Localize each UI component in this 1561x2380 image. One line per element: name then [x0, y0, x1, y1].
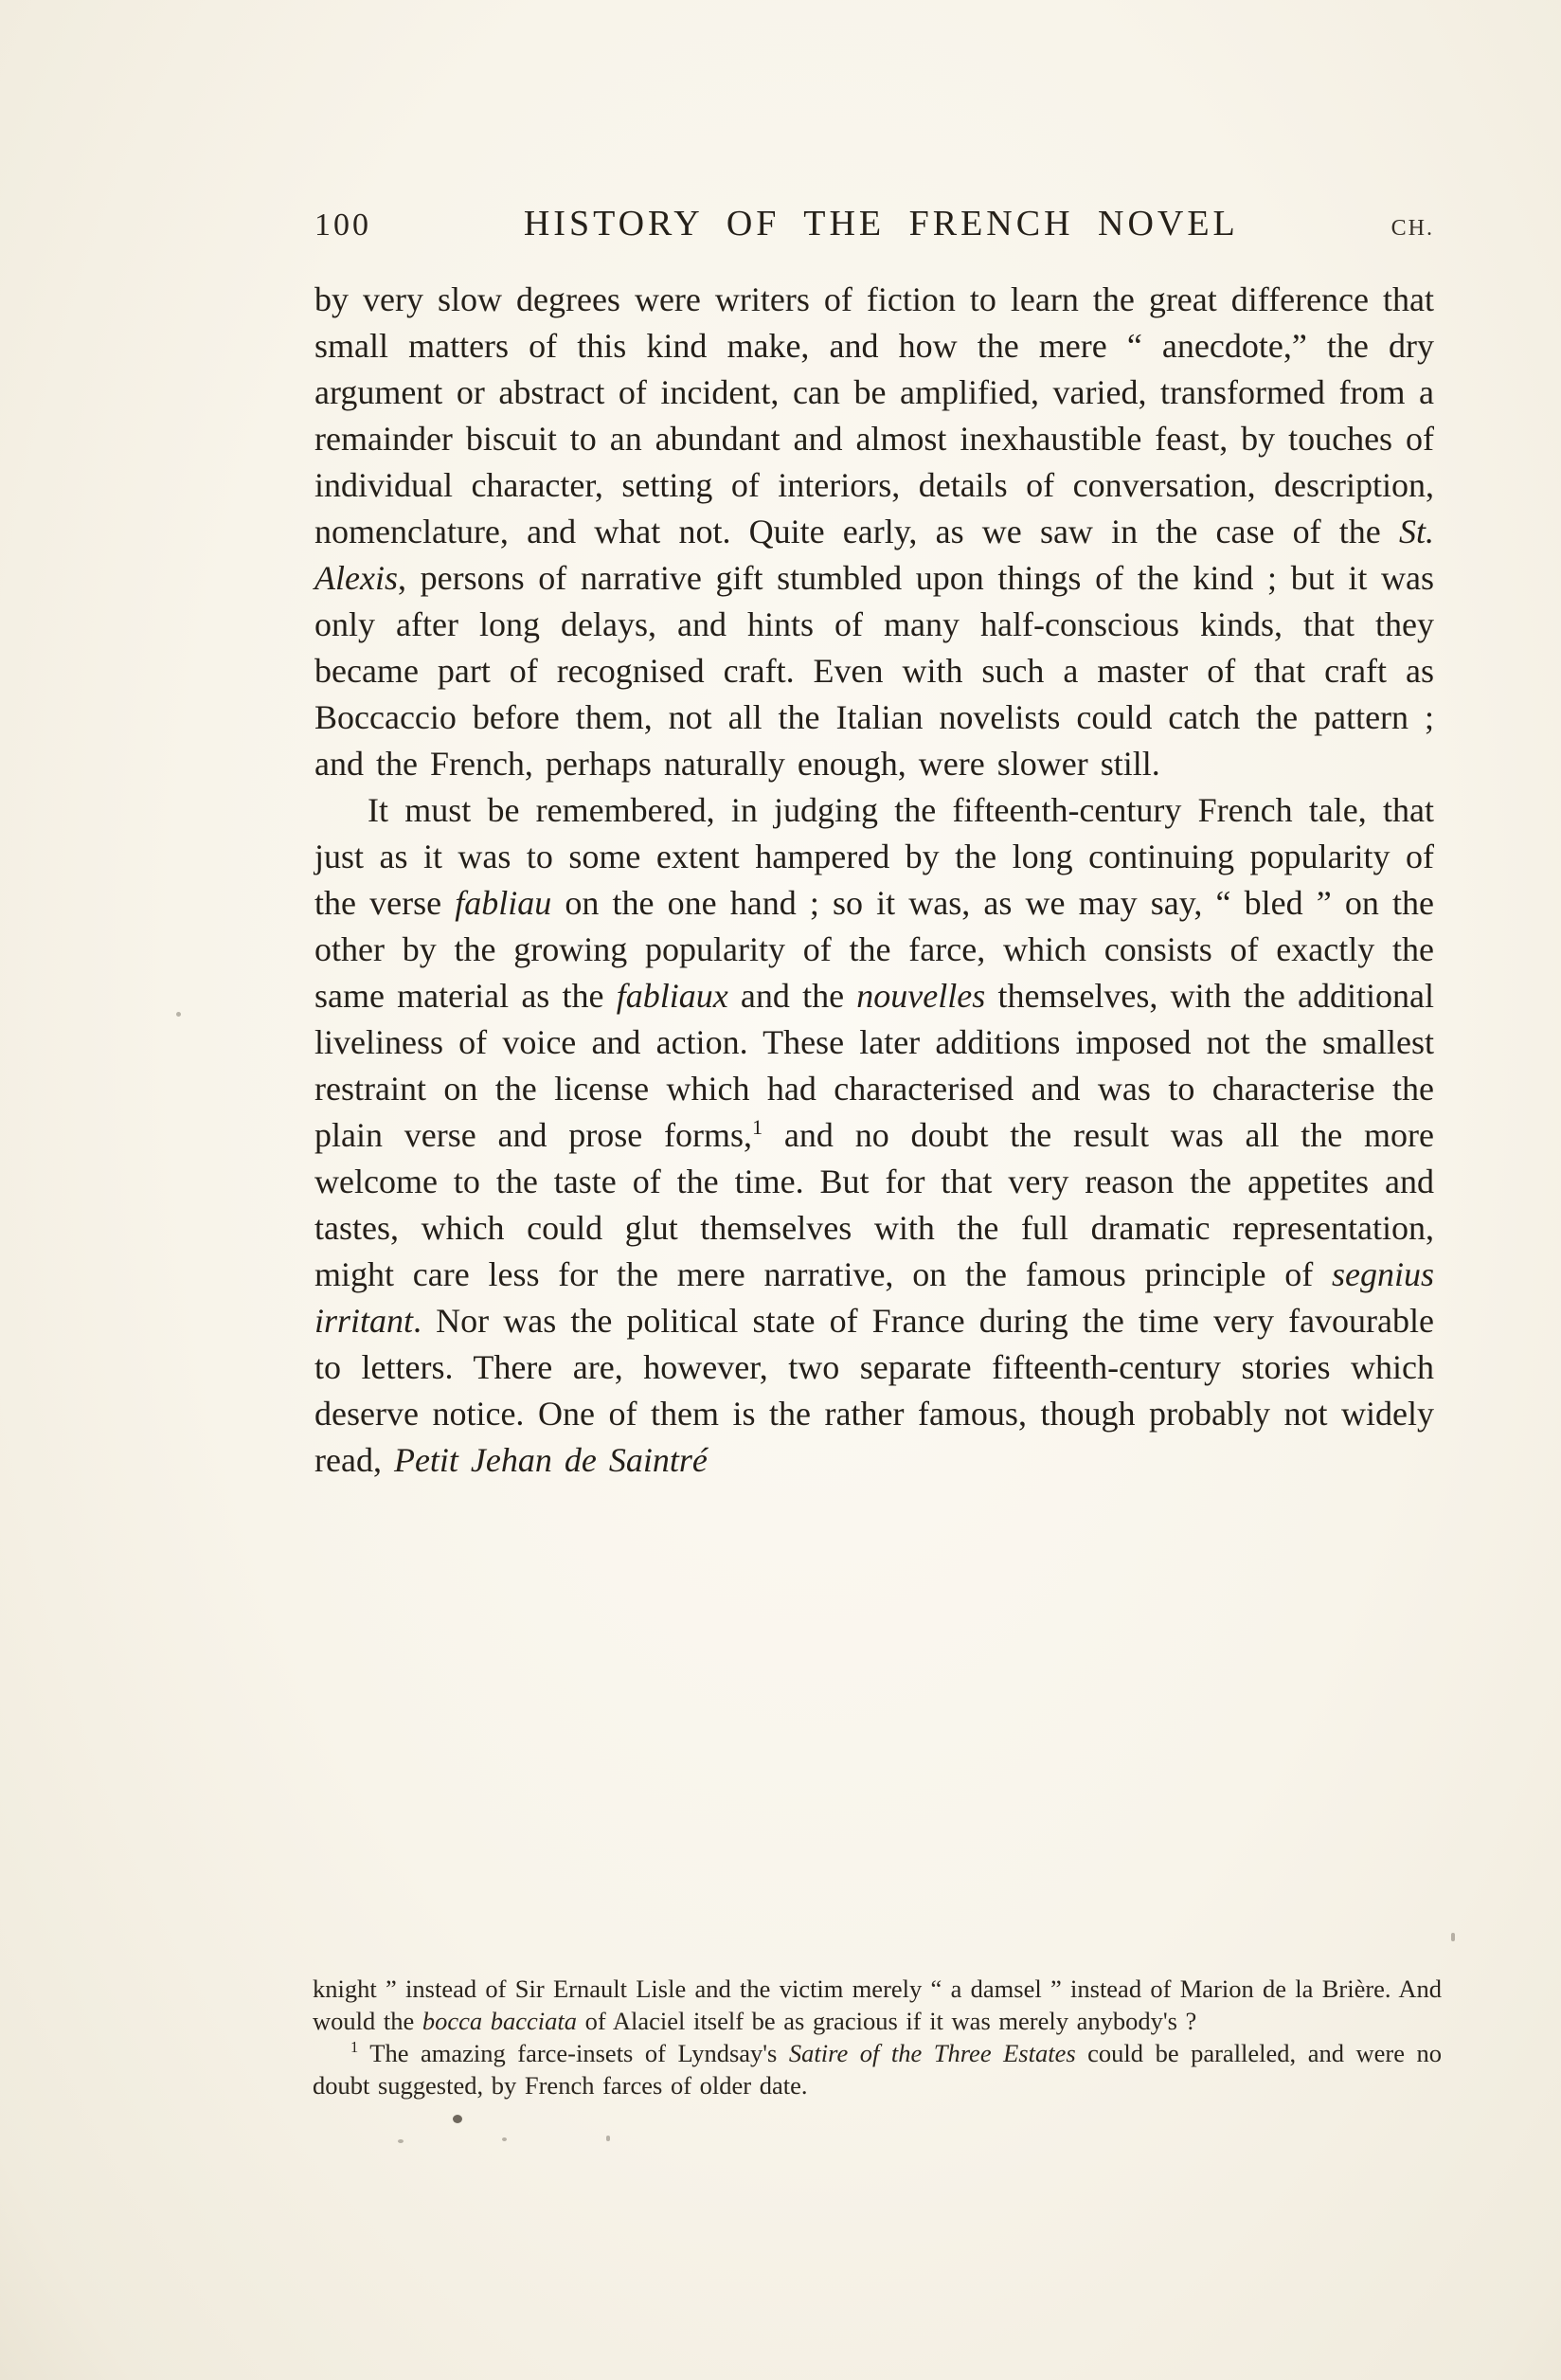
footnote-marker: 1 — [350, 2038, 359, 2057]
text-run: It must be remembered, in judging the fifteenth-century French tale, that just as it was to some extent hampered by the long continuing popularity of the verse — [314, 791, 1434, 922]
paragraph — [313, 1973, 1442, 2037]
ink-blot — [453, 2115, 462, 2123]
text-run: on the one hand ; so it was, as we may say, “ bled ” on the other by the growing popularity of the farce, which consists of exactly the same material as the — [314, 884, 1435, 1015]
italic-text: bocca bacciata — [422, 2007, 578, 2035]
paragraph — [313, 2037, 1442, 2101]
paragraph — [314, 277, 1434, 787]
text-run: The amazing farce-insets of Lyndsay's — [358, 2039, 789, 2067]
text-run: could be paralleled, and were no doubt suggested, by French farces of older date. — [313, 2039, 1442, 2100]
italic-text: nouvelles — [856, 977, 986, 1015]
text-run: knight ” instead of Sir Ernault Lisle and the victim merely “ a damsel ” instead of Marion de la Brière. And would the — [313, 1974, 1442, 2035]
text-run: themselves, with the additional liveliness of voice and action. These later additions imposed not the smallest restraint on the license which had characterised and was to characterise the plain verse and prose forms, — [314, 977, 1434, 1154]
text-run: and the — [727, 977, 857, 1015]
footnote — [313, 1973, 1442, 2101]
body-text — [314, 277, 1434, 1484]
footnote-marker: 1 — [752, 1115, 763, 1139]
italic-text: Satire of the Three Estates — [788, 2039, 1076, 2067]
ink-speck — [176, 1012, 181, 1017]
ink-speck — [398, 2139, 404, 2143]
chapter-abbrev: CH. — [1391, 216, 1434, 241]
ink-speck — [606, 2136, 610, 2141]
italic-text: St. Alexis — [314, 513, 1434, 597]
italic-text: fabliau — [455, 884, 552, 922]
text-run: . Nor was the political state of France during the time very favourable to letters. There are, however, two separate fifteenth-century stories which deserve notice. One of them is the rather famous, though probably not widely read, — [314, 1302, 1434, 1479]
running-head — [314, 203, 1434, 244]
page-number: 100 — [314, 207, 371, 243]
italic-text: fabliaux — [616, 977, 728, 1015]
ink-speck — [502, 2137, 507, 2141]
italic-text: segnius irritant — [314, 1255, 1434, 1340]
paragraph — [314, 787, 1434, 1484]
italic-text: Petit Jehan de Saintré — [393, 1441, 708, 1479]
ink-speck — [1451, 1933, 1455, 1941]
text-run: , persons of narrative gift stumbled upon things of the kind ; but it was only after long delays, and hints of many half-conscious kinds, that they became part of recognised craft. Even with such a master of that craft as Boccaccio before them, not all the Italian novelists could catch the pattern ; and the French, perhaps naturally enough, were slower still. — [314, 559, 1434, 783]
page-title: HISTORY OF THE FRENCH NOVEL — [523, 204, 1239, 243]
text-run: of Alaciel itself be as gracious if it was merely anybody's ? — [577, 2007, 1197, 2035]
text-run: and no doubt the result was all the more welcome to the taste of the time. But for that very reason the appetites and tastes, which could glut themselves with the full dramatic representation, might care less for the mere narrative, on the famous principle of — [314, 1116, 1435, 1293]
text-run: by very slow degrees were writers of fiction to learn the great difference that small matters of this kind make, and how the mere “ anecdote,” the dry argument or abstract of incident, can be amplified, varied, transformed from a remainder biscuit to an abundant and almost inexhaustible feast, by touches of individual character, setting of interiors, details of conversation, description, nomenclature, and what not. Quite early, as we saw in the case of the — [314, 280, 1434, 550]
